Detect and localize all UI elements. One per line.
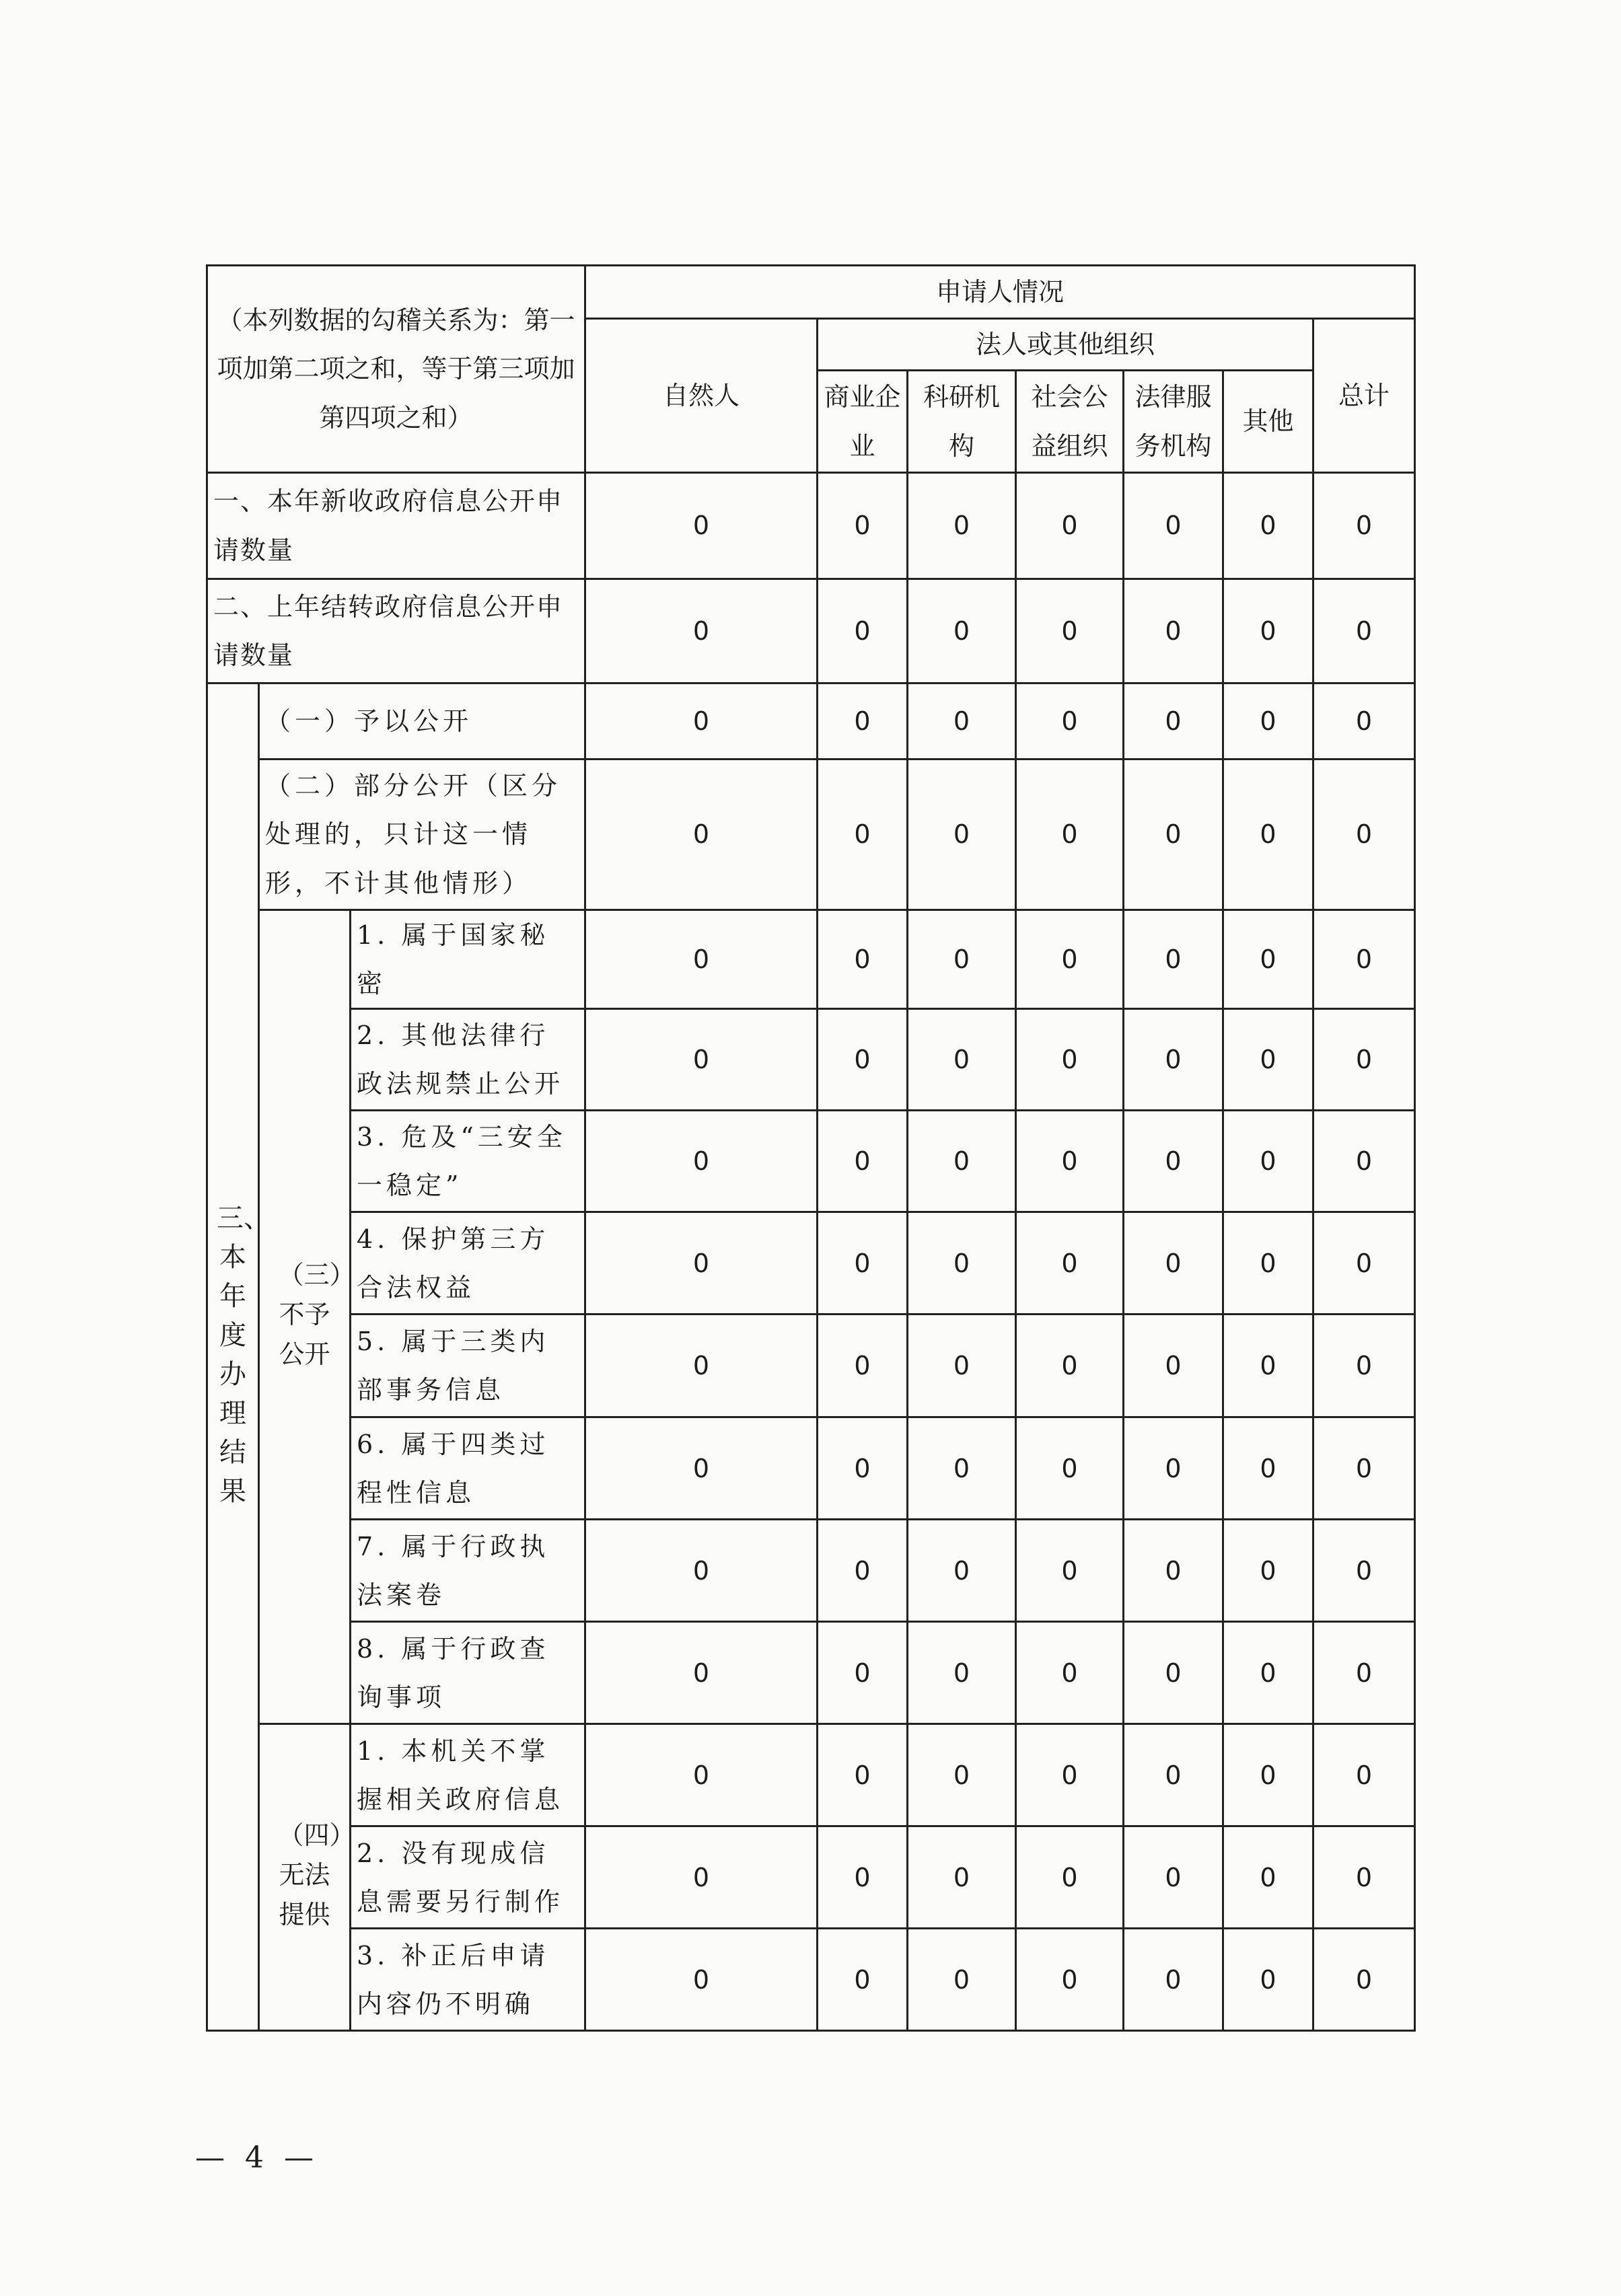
row-label: 5. 属于三类内部事务信息 (351, 1314, 585, 1417)
natural-person-value: 0 (585, 473, 818, 579)
legal-person-group-header: 法人或其他组织 (818, 319, 1313, 371)
other-value: 0 (1223, 1724, 1313, 1826)
natural-person-value: 0 (585, 683, 818, 760)
natural-person-value: 0 (585, 760, 818, 910)
social-value: 0 (1016, 1520, 1124, 1622)
social-value: 0 (1016, 760, 1124, 910)
legal-service-value: 0 (1124, 1009, 1223, 1111)
total-value: 0 (1313, 1724, 1415, 1826)
commercial-value: 0 (818, 579, 908, 683)
table-row (207, 910, 1415, 1009)
row-label: 8. 属于行政查询事项 (351, 1622, 585, 1724)
commercial-value: 0 (818, 910, 908, 1009)
commercial-value: 0 (818, 683, 908, 760)
table-row (207, 1212, 1415, 1314)
research-value: 0 (908, 1111, 1016, 1212)
commercial-value: 0 (818, 1929, 908, 2031)
research-value: 0 (908, 1520, 1016, 1622)
natural-person-value: 0 (585, 1929, 818, 2031)
total-value: 0 (1313, 1111, 1415, 1212)
natural-person-value: 0 (585, 1212, 818, 1314)
legal-service-value: 0 (1124, 1417, 1223, 1520)
social-value: 0 (1016, 1724, 1124, 1826)
total-value: 0 (1313, 1826, 1415, 1929)
row-label: 2. 没有现成信息需要另行制作 (351, 1826, 585, 1929)
commercial-value: 0 (818, 1009, 908, 1111)
social-value: 0 (1016, 1111, 1124, 1212)
commercial-value: 0 (818, 1212, 908, 1314)
commercial-value: 0 (818, 473, 908, 579)
row-label: 7. 属于行政执法案卷 (351, 1520, 585, 1622)
research-value: 0 (908, 1826, 1016, 1929)
social-value: 0 (1016, 1314, 1124, 1417)
social-header: 社会公益组织 (1016, 371, 1124, 473)
legal-service-value: 0 (1124, 683, 1223, 760)
total-value: 0 (1313, 1314, 1415, 1417)
header-row-1 (207, 266, 1415, 319)
commercial-value: 0 (818, 1111, 908, 1212)
social-value: 0 (1016, 1826, 1124, 1929)
row-label: 1. 本机关不掌握相关政府信息 (351, 1724, 585, 1826)
table-row (207, 1520, 1415, 1622)
natural-person-value: 0 (585, 1111, 818, 1212)
research-value: 0 (908, 1009, 1016, 1111)
row-label: （二）部分公开（区分处理的，只计这一情形，不计其他情形） (259, 760, 585, 910)
row-label: 4. 保护第三方合法权益 (351, 1212, 585, 1314)
research-value: 0 (908, 1929, 1016, 2031)
table-row (207, 1111, 1415, 1212)
legal-service-value: 0 (1124, 1212, 1223, 1314)
other-value: 0 (1223, 1009, 1313, 1111)
legal-service-value: 0 (1124, 1826, 1223, 1929)
research-value: 0 (908, 683, 1016, 760)
relation-note-cell (207, 266, 585, 473)
group-four-label: （四）无法提供 (278, 1820, 355, 1930)
legal-service-value: 0 (1124, 1929, 1223, 2031)
legal-service-value: 0 (1124, 1724, 1223, 1826)
table-row (207, 1009, 1415, 1111)
row-label: （一）予以公开 (259, 683, 585, 760)
legal-service-value: 0 (1124, 1111, 1223, 1212)
group-three-label: （三）不予公开 (278, 1260, 355, 1369)
section-three-label-cell (207, 683, 271, 2031)
table-row (207, 1417, 1415, 1520)
relation-note: （本列数据的勾稽关系为：第一项加第二项之和，等于第三项加第四项之和） (217, 305, 575, 433)
commercial-value: 0 (818, 1622, 908, 1724)
other-value: 0 (1223, 579, 1313, 683)
table-row (207, 760, 1415, 910)
total-value: 0 (1313, 1622, 1415, 1724)
commercial-value: 0 (818, 1520, 908, 1622)
commercial-value: 0 (818, 1417, 908, 1520)
other-value: 0 (1223, 760, 1313, 910)
other-value: 0 (1223, 1212, 1313, 1314)
table-row (207, 579, 1415, 683)
row-label: 3. 补正后申请内容仍不明确 (351, 1929, 585, 2031)
other-value: 0 (1223, 1520, 1313, 1622)
total-value: 0 (1313, 760, 1415, 910)
legal-service-value: 0 (1124, 1520, 1223, 1622)
other-value: 0 (1223, 473, 1313, 579)
total-value: 0 (1313, 1929, 1415, 2031)
total-value: 0 (1313, 1520, 1415, 1622)
social-value: 0 (1016, 683, 1124, 760)
research-value: 0 (908, 579, 1016, 683)
social-value: 0 (1016, 1622, 1124, 1724)
legal-service-header: 法律服务机构 (1124, 371, 1223, 473)
research-header: 科研机构 (908, 371, 1016, 473)
research-value: 0 (908, 473, 1016, 579)
statistics-table (206, 264, 1416, 2032)
natural-person-value: 0 (585, 579, 818, 683)
other-value: 0 (1223, 1826, 1313, 1929)
table-row (207, 683, 1415, 760)
table-row (207, 1314, 1415, 1417)
legal-service-value: 0 (1124, 910, 1223, 1009)
section-three-label: 三、本年度办理结果 (217, 1202, 271, 1507)
social-value: 0 (1016, 910, 1124, 1009)
natural-person-value: 0 (585, 1314, 818, 1417)
table-row (207, 1724, 1415, 1826)
social-value: 0 (1016, 1929, 1124, 2031)
research-value: 0 (908, 1212, 1016, 1314)
total-value: 0 (1313, 1417, 1415, 1520)
social-value: 0 (1016, 579, 1124, 683)
row-label: 6. 属于四类过程性信息 (351, 1417, 585, 1520)
applicant-situation-header: 申请人情况 (585, 266, 1415, 319)
natural-person-value: 0 (585, 1724, 818, 1826)
legal-service-value: 0 (1124, 1622, 1223, 1724)
legal-service-value: 0 (1124, 760, 1223, 910)
commercial-header: 商业企业 (818, 371, 908, 473)
total-value: 0 (1313, 579, 1415, 683)
legal-service-value: 0 (1124, 1314, 1223, 1417)
research-value: 0 (908, 1724, 1016, 1826)
row-label: 2. 其他法律行政法规禁止公开 (351, 1009, 585, 1111)
natural-person-value: 0 (585, 1009, 818, 1111)
social-value: 0 (1016, 1212, 1124, 1314)
row-label: 一、本年新收政府信息公开申请数量 (207, 473, 585, 579)
total-value: 0 (1313, 473, 1415, 579)
other-value: 0 (1223, 1417, 1313, 1520)
total-value: 0 (1313, 683, 1415, 760)
other-value: 0 (1223, 1622, 1313, 1724)
group-three-label-cell (259, 910, 355, 1724)
other-value: 0 (1223, 1111, 1313, 1212)
other-value: 0 (1223, 1314, 1313, 1417)
research-value: 0 (908, 760, 1016, 910)
natural-person-value: 0 (585, 1417, 818, 1520)
row-label: 1. 属于国家秘密 (351, 910, 585, 1009)
legal-service-value: 0 (1124, 473, 1223, 579)
other-value: 0 (1223, 910, 1313, 1009)
social-value: 0 (1016, 473, 1124, 579)
natural-person-value: 0 (585, 1826, 818, 1929)
table-row (207, 1826, 1415, 1929)
total-header: 总计 (1313, 319, 1415, 473)
table-row (207, 1622, 1415, 1724)
row-label: 二、上年结转政府信息公开申请数量 (207, 579, 585, 683)
research-value: 0 (908, 1622, 1016, 1724)
commercial-value: 0 (818, 1826, 908, 1929)
social-value: 0 (1016, 1417, 1124, 1520)
research-value: 0 (908, 1417, 1016, 1520)
other-value: 0 (1223, 683, 1313, 760)
natural-person-header: 自然人 (585, 319, 818, 473)
total-value: 0 (1313, 910, 1415, 1009)
table-row (207, 1929, 1415, 2031)
table-row (207, 473, 1415, 579)
other-header: 其他 (1223, 371, 1313, 473)
legal-service-value: 0 (1124, 579, 1223, 683)
research-value: 0 (908, 910, 1016, 1009)
social-value: 0 (1016, 1009, 1124, 1111)
other-value: 0 (1223, 1929, 1313, 2031)
commercial-value: 0 (818, 1724, 908, 1826)
group-four-label-cell (259, 1724, 355, 2031)
commercial-value: 0 (818, 1314, 908, 1417)
row-label: 3. 危及“三安全一稳定” (351, 1111, 585, 1212)
commercial-value: 0 (818, 760, 908, 910)
natural-person-value: 0 (585, 1622, 818, 1724)
research-value: 0 (908, 1314, 1016, 1417)
total-value: 0 (1313, 1009, 1415, 1111)
natural-person-value: 0 (585, 1520, 818, 1622)
page-number: — 4 — (195, 2141, 319, 2175)
total-value: 0 (1313, 1212, 1415, 1314)
natural-person-value: 0 (585, 910, 818, 1009)
